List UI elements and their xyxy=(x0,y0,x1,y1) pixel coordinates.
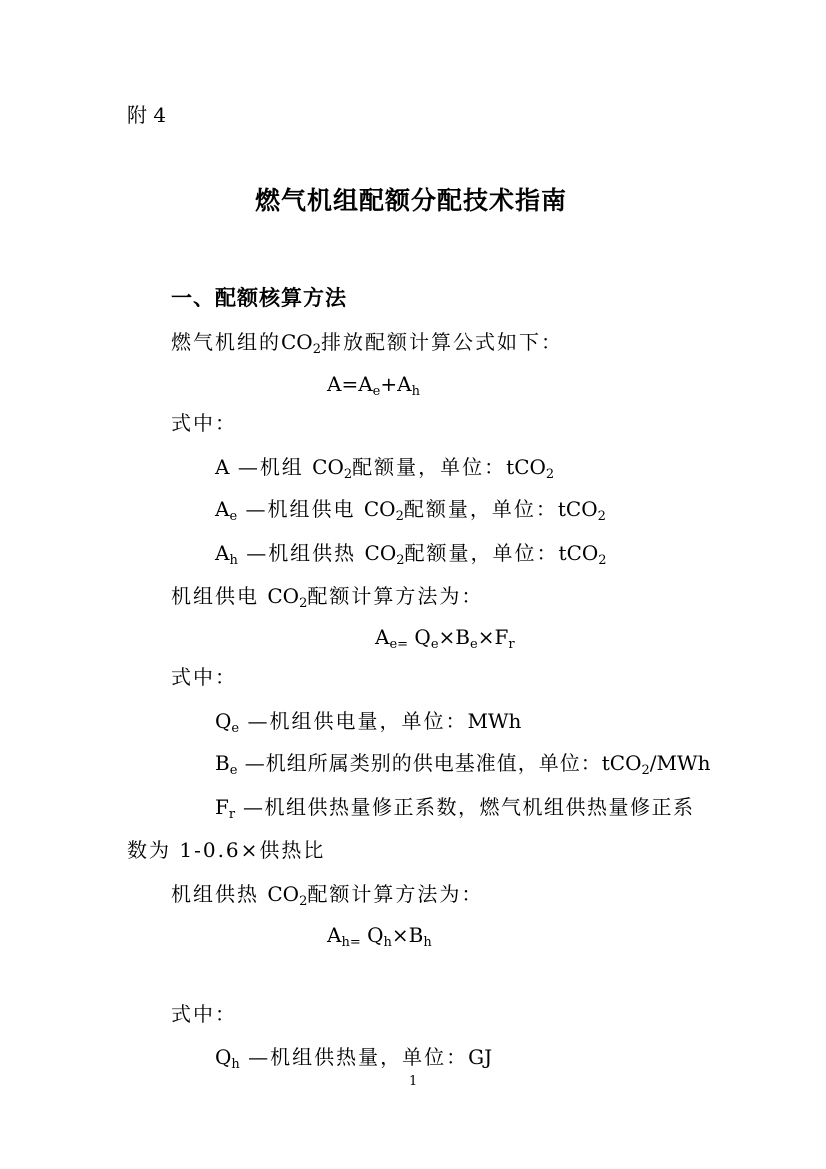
definition-fr: $F_r$ —机组供热量修正系数，燃气机组供热量修正系 xyxy=(215,795,695,822)
formula-heat: $A_{h=}$ $Q_h\times B_h$ xyxy=(327,923,432,950)
definition-fr-continued: 数为 1-0.6×供热比 xyxy=(127,838,326,862)
page-number: 1 xyxy=(409,1074,418,1089)
definition-qe: $Q_e$ —机组供电量，单位：MWh xyxy=(215,709,522,736)
formula-total: $A=A_e+A_h$ xyxy=(327,372,420,399)
annex-label: 附 4 xyxy=(127,103,167,127)
where-label-2: 式中： xyxy=(171,665,237,689)
intro-paragraph: 燃气机组的$CO_2$排放配额计算公式如下： xyxy=(171,330,563,357)
formula-elec: $A_{e=}$ $Q_e\times B_e\times F_r$ xyxy=(375,625,515,652)
elec-method-paragraph: 机组供电 $CO_2$配额计算方法为： xyxy=(171,584,484,611)
where-label-3: 式中： xyxy=(171,1002,237,1026)
section-heading: 一、配额核算方法 xyxy=(171,286,347,310)
definition-qh: $Q_h$ —机组供热量，单位：GJ xyxy=(215,1045,493,1072)
definition-ah: $A_h$ —机组供热 $CO_2$配额量，单位：tCO$_2$ xyxy=(215,541,607,568)
definition-a: A —机组 $CO_2$配额量，单位：tCO$_2$ xyxy=(215,455,555,482)
definition-ae: $A_e$ —机组供电 $CO_2$配额量，单位：tCO$_2$ xyxy=(215,497,606,524)
where-label-1: 式中： xyxy=(171,411,237,435)
page-title: 燃气机组配额分配技术指南 xyxy=(255,186,568,215)
heat-method-paragraph: 机组供热 $CO_2$配额计算方法为： xyxy=(171,882,484,909)
definition-be: $B_e$ —机组所属类别的供电基准值，单位：tCO$_2$/MWh xyxy=(215,751,711,778)
